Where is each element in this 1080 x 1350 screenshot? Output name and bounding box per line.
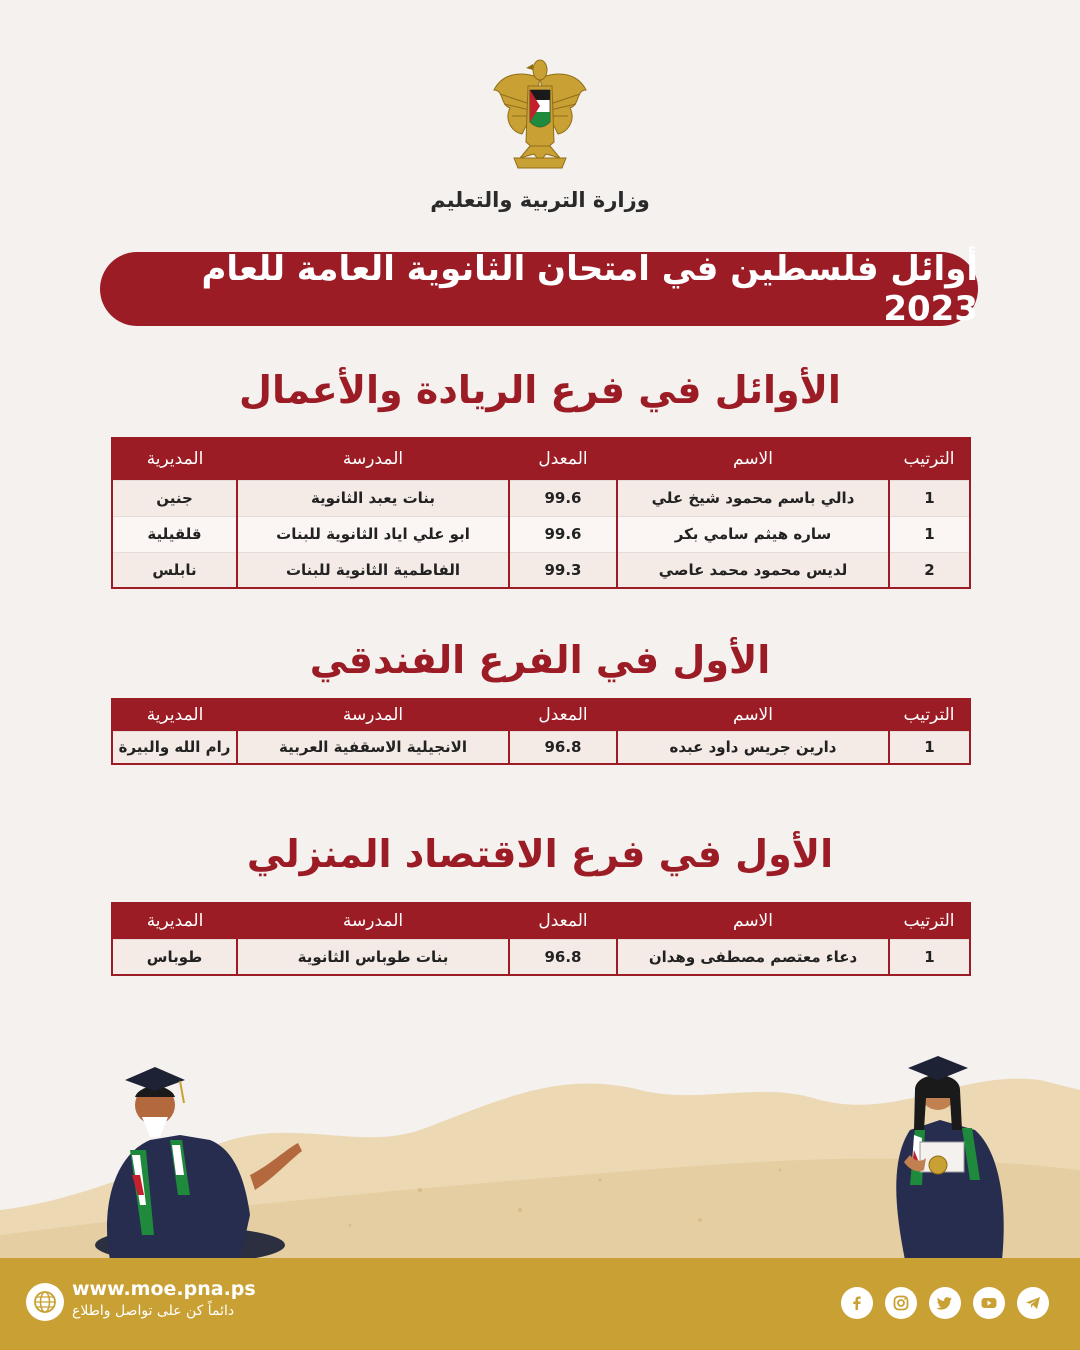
cell-directorate: نابلس <box>112 552 237 588</box>
cell-school: الانجيلية الاسقفية العربية <box>237 731 509 764</box>
section-title-hotel: الأول في الفرع الفندقي <box>309 638 771 682</box>
cell-average: 99.3 <box>509 552 617 588</box>
telegram-icon[interactable] <box>1017 1287 1049 1319</box>
table-row <box>112 939 970 975</box>
cell-rank: 1 <box>889 939 970 975</box>
table-header-row <box>112 699 970 731</box>
table-row <box>112 731 970 764</box>
header-school: المدرسة <box>237 438 509 480</box>
header-rank: الترتيب <box>889 438 970 480</box>
header-rank: الترتيب <box>889 903 970 939</box>
home-economics-table <box>111 902 971 976</box>
table-header-row <box>112 438 970 480</box>
cell-average: 99.6 <box>509 516 617 552</box>
ministry-name: وزارة التربية والتعليم <box>430 188 650 212</box>
cell-average: 96.8 <box>509 939 617 975</box>
header-name: الاسم <box>617 699 889 731</box>
page-title-banner: أوائل فلسطين في امتحان الثانوية العامة للعام 2023 <box>100 252 978 326</box>
youtube-icon[interactable] <box>973 1287 1005 1319</box>
footer-tagline: دائماً كن على تواصل واطلاع <box>72 1303 235 1319</box>
palestine-emblem <box>490 50 590 180</box>
header-name: الاسم <box>617 903 889 939</box>
cell-average: 99.6 <box>509 480 617 516</box>
hotel-table <box>111 698 971 765</box>
header-directorate: المديرية <box>112 903 237 939</box>
header-rank: الترتيب <box>889 699 970 731</box>
cell-school: الفاطمية الثانوية للبنات <box>237 552 509 588</box>
section-title-home-economics: الأول في فرع الاقتصاد المنزلي <box>246 832 834 876</box>
male-graduate-illustration <box>70 1055 310 1260</box>
cell-directorate: جنين <box>112 480 237 516</box>
globe-icon[interactable] <box>26 1283 64 1321</box>
cell-rank: 1 <box>889 480 970 516</box>
female-graduate-illustration <box>880 1050 1010 1260</box>
header-average: المعدل <box>509 903 617 939</box>
table-row <box>112 516 970 552</box>
website-url[interactable]: www.moe.pna.ps <box>72 1278 256 1300</box>
table-header-row <box>112 903 970 939</box>
header-name: الاسم <box>617 438 889 480</box>
header-school: المدرسة <box>237 903 509 939</box>
facebook-icon[interactable] <box>841 1287 873 1319</box>
table-row <box>112 480 970 516</box>
section-title-entrepreneurship: الأوائل في فرع الريادة والأعمال <box>239 368 841 412</box>
cell-rank: 1 <box>889 516 970 552</box>
twitter-icon[interactable] <box>929 1287 961 1319</box>
table-row <box>112 552 970 588</box>
cell-directorate: قلقيلية <box>112 516 237 552</box>
cell-name: لديس محمود محمد عاصي <box>617 552 889 588</box>
cell-name: دالي باسم محمود شيخ علي <box>617 480 889 516</box>
cell-rank: 1 <box>889 731 970 764</box>
header-directorate: المديرية <box>112 699 237 731</box>
cell-name: دعاء معتصم مصطفى وهدان <box>617 939 889 975</box>
cell-school: بنات يعبد الثانوية <box>237 480 509 516</box>
cell-directorate: رام الله والبيرة <box>112 731 237 764</box>
cell-name: دارين جريس داود عبده <box>617 731 889 764</box>
cell-average: 96.8 <box>509 731 617 764</box>
header-average: المعدل <box>509 699 617 731</box>
cell-directorate: طوباس <box>112 939 237 975</box>
cell-school: بنات طوباس الثانوية <box>237 939 509 975</box>
cell-school: ابو علي اياد الثانوية للبنات <box>237 516 509 552</box>
cell-rank: 2 <box>889 552 970 588</box>
cell-name: ساره هيثم سامي بكر <box>617 516 889 552</box>
header-directorate: المديرية <box>112 438 237 480</box>
entrepreneurship-table <box>111 437 971 589</box>
header-average: المعدل <box>509 438 617 480</box>
header-school: المدرسة <box>237 699 509 731</box>
instagram-icon[interactable] <box>885 1287 917 1319</box>
